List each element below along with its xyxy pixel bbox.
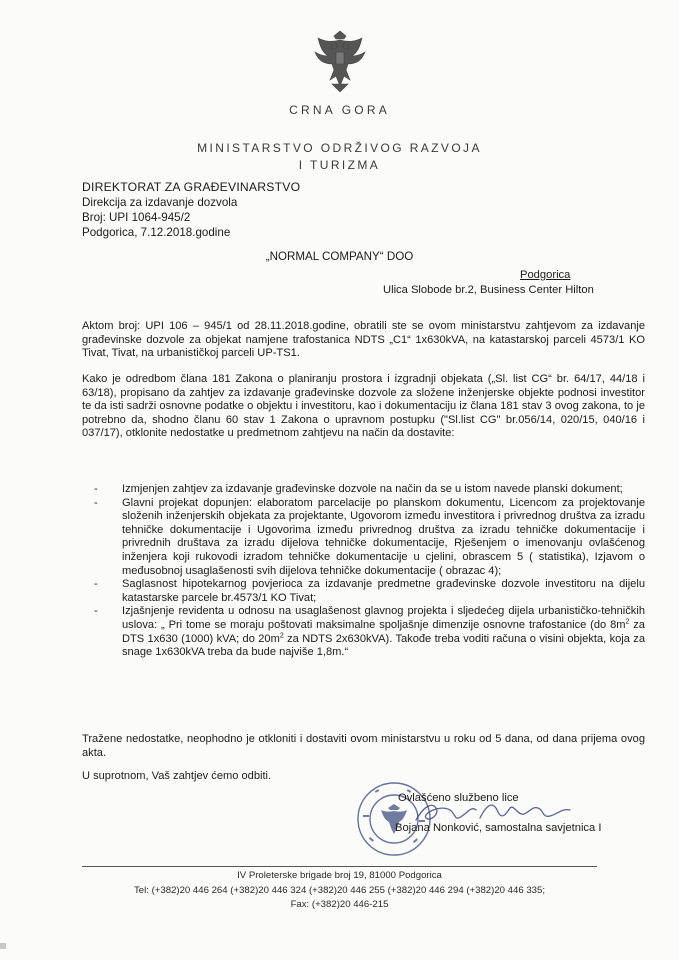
- reference-number: Broj: UPI 1064-945/2: [82, 211, 191, 224]
- recipient-city: Podgorica: [520, 269, 571, 281]
- ministry-name-line2: I TURIZMA: [298, 158, 381, 172]
- signatory-name: Bojana Nonković, samostalna savjetnica I: [395, 822, 602, 834]
- list-item: [82, 605, 645, 659]
- bullet-dash: -: [94, 483, 98, 495]
- place-date: Podgorica, 7.12.2018.godine: [82, 226, 231, 239]
- list-item: [82, 497, 645, 579]
- list-item-text: Saglasnost hipotekarnog povjerioca za izdavanje predmetne građevinske dozvole investitoru na dijelu katastarske parcele br.4573/1 KO Tivat;: [122, 578, 645, 604]
- requirements-list: [82, 483, 645, 660]
- body-paragraph-1: Aktom broj: UPI 106 – 945/1 od 28.11.2018.godine, obratili ste se ovom ministarstvu zahtjevom za izdavanje građevinske dozvole za objekat namjene trafostanica NDTS „C1“ 1x630kVA, na katastarskoj parceli 4573/1 KO Tivat, Tivat, na urbanističkoj parceli UP-TS1.: [82, 320, 645, 360]
- recipient-address: Ulica Slobode br.2, Business Center Hilton: [383, 284, 594, 296]
- bullet-dash: -: [94, 605, 98, 618]
- list-item-text: Glavni projekat dopunjen: elaboratom parcelacije po planskom dokumentu, Licencom za projektovanje složenih inženjerskih objekata za projektante, Ugovorom između investitora i privrednog društva za izradu tehničke dokumentacije i Ugovorima između privrednog društva za izradu tehničke dokumentacije i privrednih društava za izradu dijelova tehničke dokumentacije, Rješenjem o imenovanju ovlašćenog inženjera koji rukovodi izradom tehničke dokumentacije u cjelini, obrascem 5 ( statistika), Izjavom o međusobnoj usaglašenosti svih dijelova tehničke dokumentacije ( obrazac 4);: [122, 496, 645, 577]
- bullet-dash: -: [94, 496, 98, 509]
- footer-address: IV Proleterske brigade broj 19, 81000 Podgorica: [237, 870, 442, 881]
- body-paragraph-2: Kako je odredbom člana 181 Zakona o planiranju prostora i izgradnji objekata („Sl. list CG“ br. 64/17, 44/18 i 63/18), propisano da zahtjev za izdavanje građevinske dozvole za složene inženjerske objekte podnosi investitor te da isti sadrži osnovne podatke o objektu i investitoru, kao i dokumentaciju iz člana 181 stav 3 ovog zakona, to je potrebno da, shodno članu 60 stav 1 Zakona o upravnom postupku ("Sl.list CG" br.056/14, 020/15, 040/16 i 037/17), otklonite nedostatke u predmetnom zahtjevu na način da dostavite:: [82, 373, 645, 440]
- superscript: 2: [279, 631, 284, 639]
- footer-phones: Tel: (+382)20 446 264 (+382)20 446 324 (+382)20 446 255 (+382)20 446 294 (+382)20 446 335;: [134, 885, 545, 896]
- country-name: CRNA GORA: [289, 103, 390, 117]
- superscript: 2: [625, 618, 630, 626]
- list-item: [82, 483, 645, 497]
- sender-block: [82, 180, 300, 240]
- signatory-label: Ovlašćeno službeno lice: [398, 792, 519, 804]
- recipient-company: „NORMAL COMPANY“ DOO: [265, 250, 414, 263]
- department-name: Direkcija za izdavanje dozvola: [82, 196, 238, 209]
- coat-of-arms-icon: [312, 30, 368, 94]
- bullet4-text-part3: za NDTS 2x630kVA). Takođe treba voditi računa o visini objekta, koja za snage 1x630kVA treba da bude najviše 1,8m.“: [122, 632, 646, 659]
- footer-fax: Fax: (+382)20 446-215: [290, 899, 389, 910]
- scan-edge-mark: [0, 943, 6, 949]
- ministry-name-line1: MINISTARSTVO ODRŽIVOG RAZVOJA: [197, 141, 482, 155]
- bullet4-text-part2: za DTS 1x630 (1000) kVA; do 20m: [122, 618, 645, 645]
- footer-divider: [82, 866, 597, 867]
- body-paragraph-3: Tražene nedostatke, neophodno je otkloniti i dostaviti ovom ministarstvu u roku od 5 dana, od dana prijema ovog akta.: [82, 733, 645, 759]
- directorate-name: DIREKTORAT ZA GRAĐEVINARSTVO: [82, 180, 301, 194]
- list-item-text: [122, 605, 645, 658]
- list-item: [82, 578, 645, 605]
- bullet-dash: -: [94, 578, 98, 591]
- list-item-text: Izmjenjen zahtjev za izdavanje građevinske dozvole na način da se u istom navede planski dokument;: [122, 483, 623, 495]
- bullet4-text-part1: Izjašnjenje revidenta u odnosu na usaglašenost glavnog projekta i sljedećeg dijela urbanističko-tehničkih uslova: „ Pri tome se moraju poštovati maksimalne spoljašnje dimenzije osnovne trafostanice (do 8m: [122, 605, 645, 631]
- body-paragraph-4: U suprotnom, Vaš zahtjev ćemo odbiti.: [82, 770, 272, 782]
